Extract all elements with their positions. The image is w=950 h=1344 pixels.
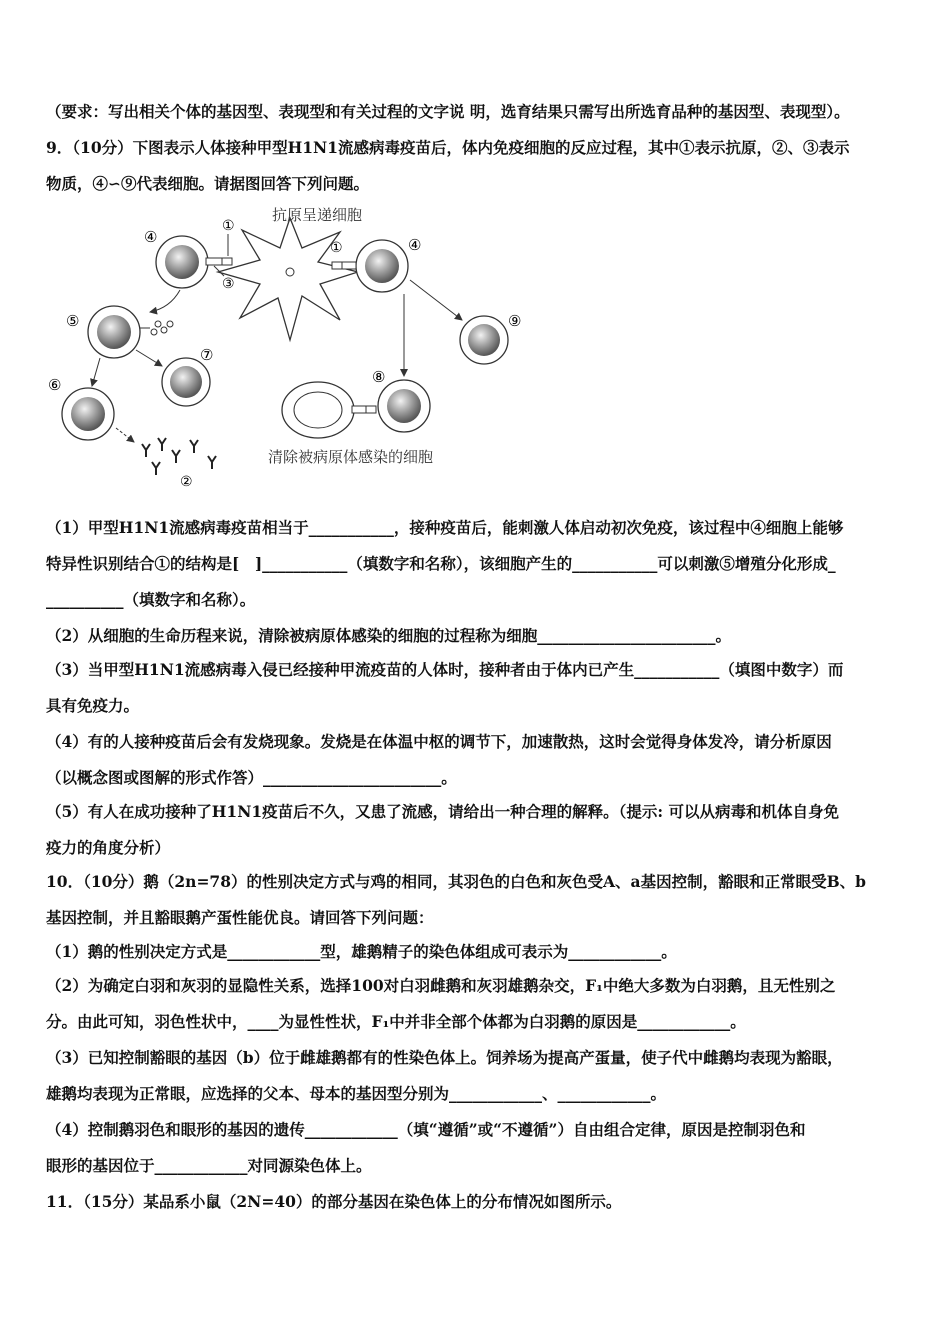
q10-part-4b: 眼形的基因位于____________对同源染色体上。 (46, 1156, 372, 1175)
q9-part-3a: （3）当甲型H1N1流感病毒入侵已经接种甲流疫苗的人体时，接种者由于体内已产生___________（填图中数字）而 (46, 660, 844, 679)
svg-text:④: ④ (144, 228, 158, 246)
svg-text:③: ③ (222, 276, 235, 292)
question-10-stem: 10．（10分）鹅（2n=78）的性别决定方式与鸡的相同，其羽色的白色和灰色受A、a基因控制，豁眼和正常眼受B、b (46, 872, 867, 891)
q9-part-2: （2）从细胞的生命历程来说，清除被病原体感染的细胞的过程称为细胞_______________________。 (46, 626, 732, 645)
text-line-2: 物质，④∽⑨代表细胞。请据图回答下列问题。 (46, 174, 369, 193)
svg-text:⑧: ⑧ (372, 368, 386, 386)
q10-part-4a: （4）控制鹅羽色和眼形的基因的遗传____________（填“遵循”或“不遵循”）自由组合定律，原因是控制羽色和 (46, 1120, 806, 1139)
q9-part-1c: __________（填数字和名称）。 (46, 590, 256, 609)
q10-part-2b: 分。由此可知，羽色性状中，____为显性性状，F₁中并非全部个体都为白羽鹅的原因是____________。 (46, 1012, 746, 1031)
svg-text:⑨: ⑨ (508, 312, 522, 330)
q10-part-3b: 雄鹅均表现为正常眼，应选择的父本、母本的基因型分别为____________、____________。 (46, 1084, 667, 1103)
q10-part-1: （1）鹅的性别决定方式是____________型，雄鹅精子的染色体组成可表示为____________。 (46, 942, 677, 961)
q9-part-4b: （以概念图或图解的形式作答）_______________________。 (46, 768, 457, 787)
svg-text:②: ② (180, 474, 193, 490)
svg-text:④: ④ (408, 236, 422, 254)
apc-label: 抗原呈递细胞 (272, 206, 363, 224)
antigen-presenting-cell (218, 218, 358, 340)
q9-part-5a: （5）有人在成功接种了H1N1疫苗后不久，又患了流感，请给出一种合理的解释。（提示: 可以从病毒和机体自身免 (46, 802, 840, 821)
svg-text:①: ① (222, 218, 235, 234)
svg-text:⑦: ⑦ (200, 346, 214, 364)
q9-part-1a: （1）甲型H1N1流感病毒疫苗相当于___________，接种疫苗后，能刺激人体启动初次免疫，该过程中④细胞上能够 (46, 518, 844, 537)
svg-text:⑥: ⑥ (48, 376, 62, 394)
q9-part-3b: 具有免疫力。 (46, 696, 140, 715)
q9-part-1b: 特异性识别结合①的结构是[ ]___________（填数字和名称），该细胞产生的___________可以刺激⑤增殖分化形成_ (46, 554, 836, 573)
text-line-0: （要求：写出相关个体的基因型、表现型和有关过程的文字说 明，选育结果只需写出所选育品种的基因型、表现型）。 (46, 102, 850, 121)
clear-label: 清除被病原体感染的细胞 (268, 448, 434, 466)
q9-part-5b: 疫力的角度分析） (46, 838, 171, 857)
q10-part-3a: （3）已知控制豁眼的基因（b）位于雌雄鹅都有的性染色体上。饲养场为提高产蛋量，使子代中雌鹅均表现为豁眼， (46, 1048, 843, 1067)
q9-part-4a: （4）有的人接种疫苗后会有发烧现象。发烧是在体温中枢的调节下，加速散热，这时会觉得身体发冷，请分析原因 (46, 732, 832, 751)
question-11-stem: 11．（15分）某品系小鼠（2N=40）的部分基因在染色体上的分布情况如图所示。 (46, 1192, 622, 1211)
q10-stem-b: 基因控制，并且豁眼鹅产蛋性能优良。请回答下列问题： (46, 908, 434, 927)
q10-part-2a: （2）为确定白羽和灰羽的显隐性关系，选择100对白羽雌鹅和灰羽雄鹅杂交，F₁中绝大多数为白羽鹅，且无性别之 (46, 976, 836, 995)
immune-response-diagram (40, 200, 540, 500)
antibodies (142, 438, 216, 475)
svg-text:⑤: ⑤ (66, 312, 80, 330)
question-9-stem: 9．（10分）下图表示人体接种甲型H1N1流感病毒疫苗后，体内免疫细胞的反应过程，其中①表示抗原，②、③表示 (46, 138, 850, 157)
svg-text:①: ① (330, 240, 343, 256)
